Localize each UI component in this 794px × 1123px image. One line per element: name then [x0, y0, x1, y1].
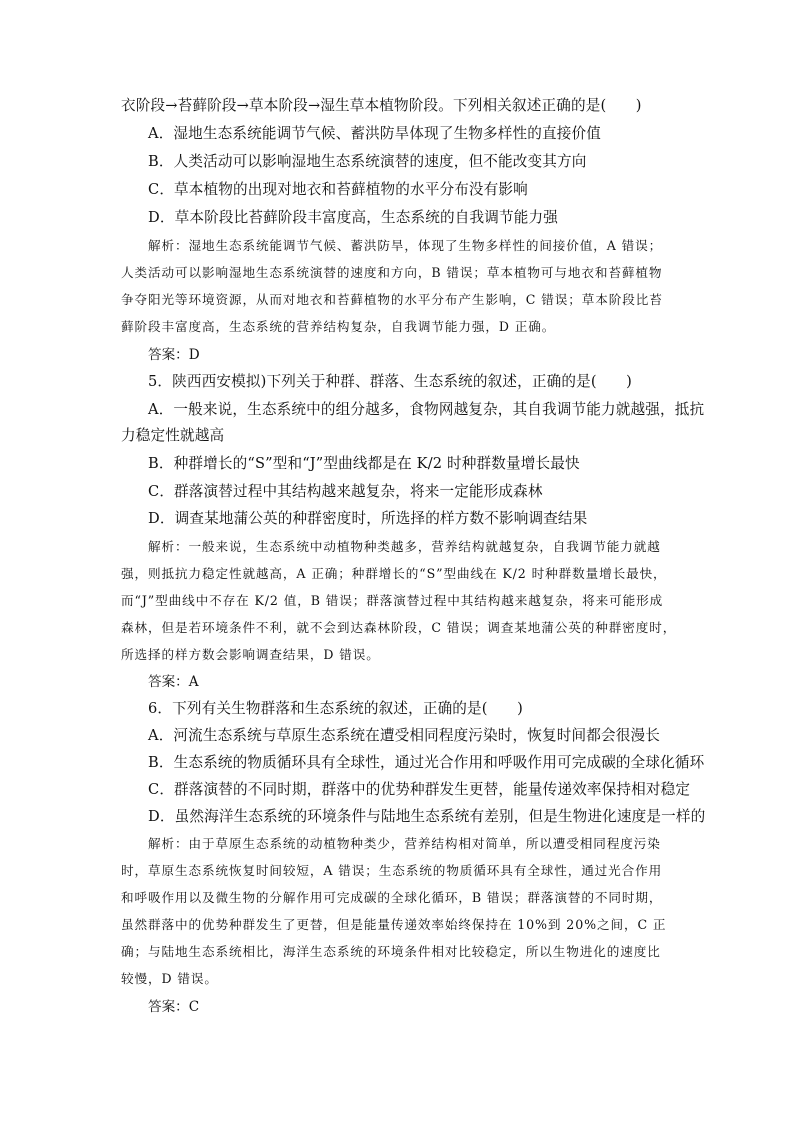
q5-option-b: B．种群增长的“S”型和“J”型曲线都是在 K/2 时种群数量增长最快: [148, 455, 580, 472]
q6-explanation-line: 虽然群落中的优势种群发生了更替，但是能量传递效率始终保持在 10%到 20%之间，C 正: [121, 917, 667, 932]
q5-explanation-line: 而“J”型曲线中不存在 K/2 值，B 错误；群落演替过程中其结构越来越复杂，将来可能形成: [121, 593, 664, 608]
q5-option-a-cont: 力稳定性就越高: [121, 427, 225, 444]
q5-explanation-line: 森林，但是若环境条件不利，就不会到达森林阶段，C 错误；调查某地蒲公英的种群密度时，: [121, 620, 677, 635]
q4-option-b: B．人类活动可以影响湿地生态系统演替的速度，但不能改变其方向: [148, 153, 587, 170]
q6-explanation-line: 较慢，D 错误。: [121, 971, 218, 986]
q6-option-c: C．群落演替的不同时期，群落中的优势种群发生更替，能量传递效率保持相对稳定: [148, 781, 691, 798]
q4-option-d: D．草本阶段比苔藓阶段丰富度高，生态系统的自我调节能力强: [148, 209, 558, 226]
q6-stem: 6．下列有关生物群落和生态系统的叙述，正确的是( ): [148, 700, 523, 717]
q5-option-d: D．调查某地蒲公英的种群密度时，所选择的样方数不影响调查结果: [148, 510, 588, 527]
q4-answer: 答案：D: [148, 347, 200, 363]
q6-option-a: A．河流生态系统与草原生态系统在遭受相同程度污染时，恢复时间都会很漫长: [148, 727, 660, 744]
q4-explanation-line: 解析：湿地生态系统能调节气候、蓄洪防旱，体现了生物多样性的间接价值，A 错误；: [148, 238, 663, 253]
q5-explanation-line: 强，则抵抗力稳定性就越高，A 正确；种群增长的“S”型曲线在 K/2 时种群数量增长最快，: [121, 566, 667, 581]
q6-option-d: D．虽然海洋生态系统的环境条件与陆地生态系统有差别，但是生物进化速度是一样的: [148, 808, 706, 825]
q4-explanation-line: 争夺阳光等环境资源，从而对地衣和苔藓植物的水平分布产生影响，C 错误；草本阶段比苔: [121, 292, 663, 307]
q4-option-a: A．湿地生态系统能调节气候、蓄洪防旱体现了生物多样性的直接价值: [148, 125, 602, 142]
q5-explanation-line: 解析：一般来说，生态系统中动植物种类越多，营养结构就越复杂，自我调节能力就越: [148, 539, 661, 554]
q6-option-b: B．生态系统的物质循环具有全球性，通过光合作用和呼吸作用可完成碳的全球化循环: [148, 754, 705, 771]
q6-explanation-line: 时，草原生态系统恢复时间较短，A 错误；生态系统的物质循环具有全球性，通过光合作用: [121, 863, 663, 878]
q4-explanation-line: 人类活动可以影响湿地生态系统演替的速度和方向，B 错误；草本植物可与地衣和苔藓植物: [121, 265, 663, 280]
q6-explanation-line: 和呼吸作用以及微生物的分解作用可完成碳的全球化循环，B 错误；群落演替的不同时期，: [121, 890, 663, 905]
q6-explanation-line: 确；与陆地生态系统相比，海洋生态系统的环境条件相对比较稳定，所以生物进化的速度比: [121, 944, 661, 959]
q5-answer: 答案：A: [148, 674, 199, 690]
q5-option-a: A．一般来说，生态系统中的组分越多，食物网越复杂，其自我调节能力就越强，抵抗: [148, 401, 705, 418]
q6-answer: 答案：C: [148, 999, 200, 1015]
q6-explanation-line: 解析：由于草原生态系统的动植物种类少，营养结构相对简单，所以遭受相同程度污染: [148, 836, 661, 851]
q4-option-c: C．草本植物的出现对地衣和苔藓植物的水平分布没有影响: [148, 181, 528, 198]
q5-option-c: C．群落演替过程中其结构越来越复杂，将来一定能形成森林: [148, 483, 543, 500]
q4-explanation-line: 藓阶段丰富度高，生态系统的营养结构复杂，自我调节能力强，D 正确。: [121, 319, 556, 334]
q4-stem-tail: 衣阶段→苔藓阶段→草本阶段→湿生草本植物阶段。下列相关叙述正确的是( ): [121, 97, 642, 114]
q5-stem: 5．陕西西安模拟)下列关于种群、群落、生态系统的叙述，正确的是( ): [148, 373, 633, 390]
q5-explanation-line: 所选择的样方数会影响调查结果，D 错误。: [121, 647, 380, 662]
